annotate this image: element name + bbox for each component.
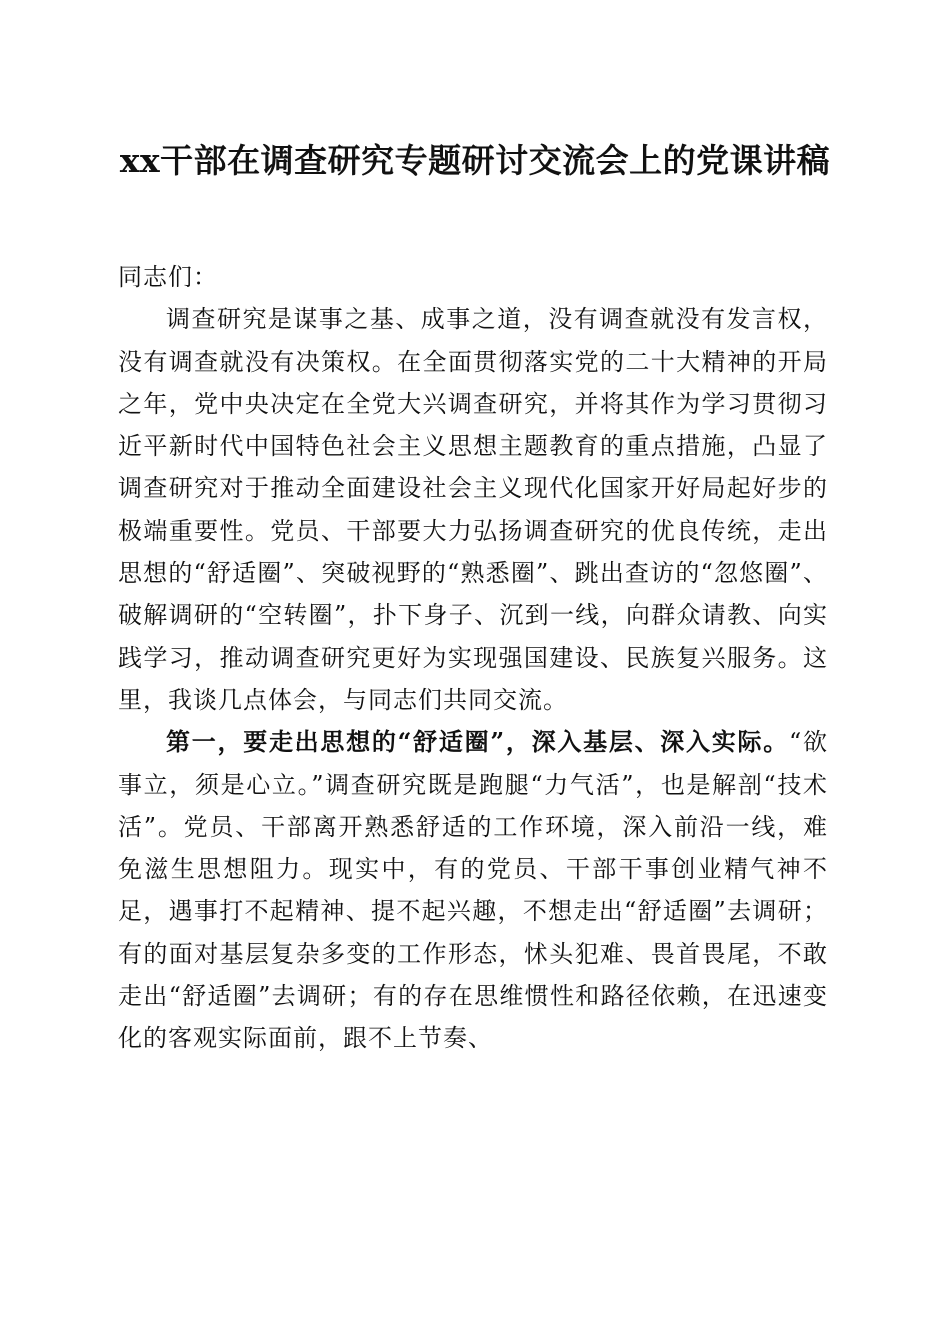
salutation: 同志们： bbox=[118, 263, 218, 291]
document-title: xx干部在调查研究专题研讨交流会上的党课讲稿 bbox=[119, 141, 831, 180]
document-body bbox=[118, 256, 828, 1060]
paragraph-intro bbox=[118, 298, 828, 721]
paragraph-point-one bbox=[118, 721, 828, 1059]
paragraph-text: 调查研究是谋事之基、成事之道，没有调查就没有发言权，没有调查就没有决策权。在全面贯彻落实党的二十大精神的开局之年，党中央决定在全党大兴调查研究，并将其作为学习贯彻习近平新时代中国特色社会主义思想主题教育的重点措施，凸显了调查研究对于推动全面建设社会主义现代化国家开好局起好步的极端重要性。党员、干部要大力弘扬调查研究的优良传统，走出思想的“舒适圈”、突破视野的“熟悉圈”、跳出查访的“忽悠圈”、破解调研的“空转圈”，扑下身子、沉到一线，向群众请教、向实践学习，推动调查研究更好为实现强国建设、民族复兴服务。这里，我谈几点体会，与同志们共同交流。 bbox=[118, 305, 828, 714]
paragraph-lead-heading: 第一，要走出思想的“舒适圈”，深入基层、深入实际。 bbox=[166, 727, 789, 757]
paragraph-text: “欲事立，须是心立。”调查研究既是跑腿“力气活”，也是解剖“技术活”。党员、干部离开熟悉舒适的工作环境，深入前沿一线，难免滋生思想阻力。现实中，有的党员、干部干事创业精气神不足，遇事打不起精神、提不起兴趣，不想走出“舒适圈”去调研；有的面对基层复杂多变的工作形态，怵头犯难、畏首畏尾，不敢走出“舒适圈”去调研；有的存在思维惯性和路径依赖，在迅速变化的客观实际面前，跟不上节奏、 bbox=[118, 728, 828, 1053]
